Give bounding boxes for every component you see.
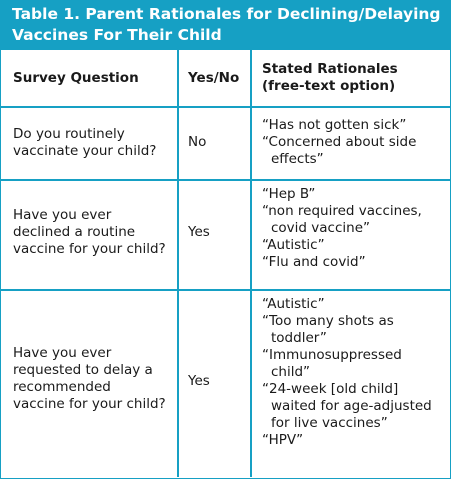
rationale-line: “Autistic”	[262, 296, 325, 312]
header-yes-no: Yes/No	[188, 70, 240, 86]
rationale-line: “Autistic”	[262, 237, 325, 253]
rationale-line: waited for age-adjusted	[271, 398, 432, 414]
rationale-line: for live vaccines”	[271, 415, 388, 431]
column-divider-1	[177, 50, 179, 477]
rationale-line: toddler”	[271, 330, 327, 346]
rationale-line: “Too many shots as	[262, 313, 394, 329]
question-line: vaccine for your child?	[13, 396, 166, 412]
header-divider	[0, 106, 451, 108]
question-line: declined a routine	[13, 224, 136, 240]
rationale-line: covid vaccine”	[271, 220, 370, 236]
rationale-line: “HPV”	[262, 432, 304, 448]
question-line: Have you ever	[13, 207, 112, 223]
header-stated-rationales	[262, 61, 398, 95]
table-title-bar	[0, 0, 451, 50]
row-2-rationales	[262, 186, 422, 271]
table-title-line-2: Vaccines For Their Child	[12, 26, 222, 44]
header-rationales-line: Stated Rationales	[262, 61, 398, 77]
rationale-line: “Has not gotten sick”	[262, 117, 407, 133]
header-survey-question: Survey Question	[13, 70, 139, 86]
rationale-line: “Immunosuppressed	[262, 347, 402, 363]
row-3-rationales	[262, 296, 432, 449]
row-1-rationales	[262, 117, 416, 168]
rationale-line: child”	[271, 364, 311, 380]
rationale-line: “24-week [old child]	[262, 381, 399, 397]
question-line: Have you ever	[13, 345, 112, 361]
column-divider-2	[250, 50, 252, 477]
rationale-line: “Concerned about side	[262, 134, 417, 150]
row-1-answer: No	[188, 134, 207, 150]
question-line: requested to delay a	[13, 362, 153, 378]
row-1-divider	[0, 179, 451, 181]
rationale-line: effects”	[271, 151, 324, 167]
header-rationales-line: (free-text option)	[262, 78, 396, 94]
row-3-answer: Yes	[188, 373, 210, 389]
question-line: vaccinate your child?	[13, 143, 157, 159]
question-line: vaccine for your child?	[13, 241, 166, 257]
question-line: Do you routinely	[13, 126, 125, 142]
row-2-answer: Yes	[188, 224, 210, 240]
row-3-question	[13, 345, 166, 413]
row-2-question	[13, 207, 166, 258]
row-2-divider	[0, 289, 451, 291]
table-title-line-1: Table 1. Parent Rationales for Declining/Delaying	[12, 5, 441, 23]
row-1-question	[13, 126, 156, 160]
question-line: recommended	[13, 379, 111, 395]
rationale-line: “Flu and covid”	[262, 254, 366, 270]
rationale-line: “non required vaccines,	[262, 203, 422, 219]
rationale-line: “Hep B”	[262, 186, 316, 202]
